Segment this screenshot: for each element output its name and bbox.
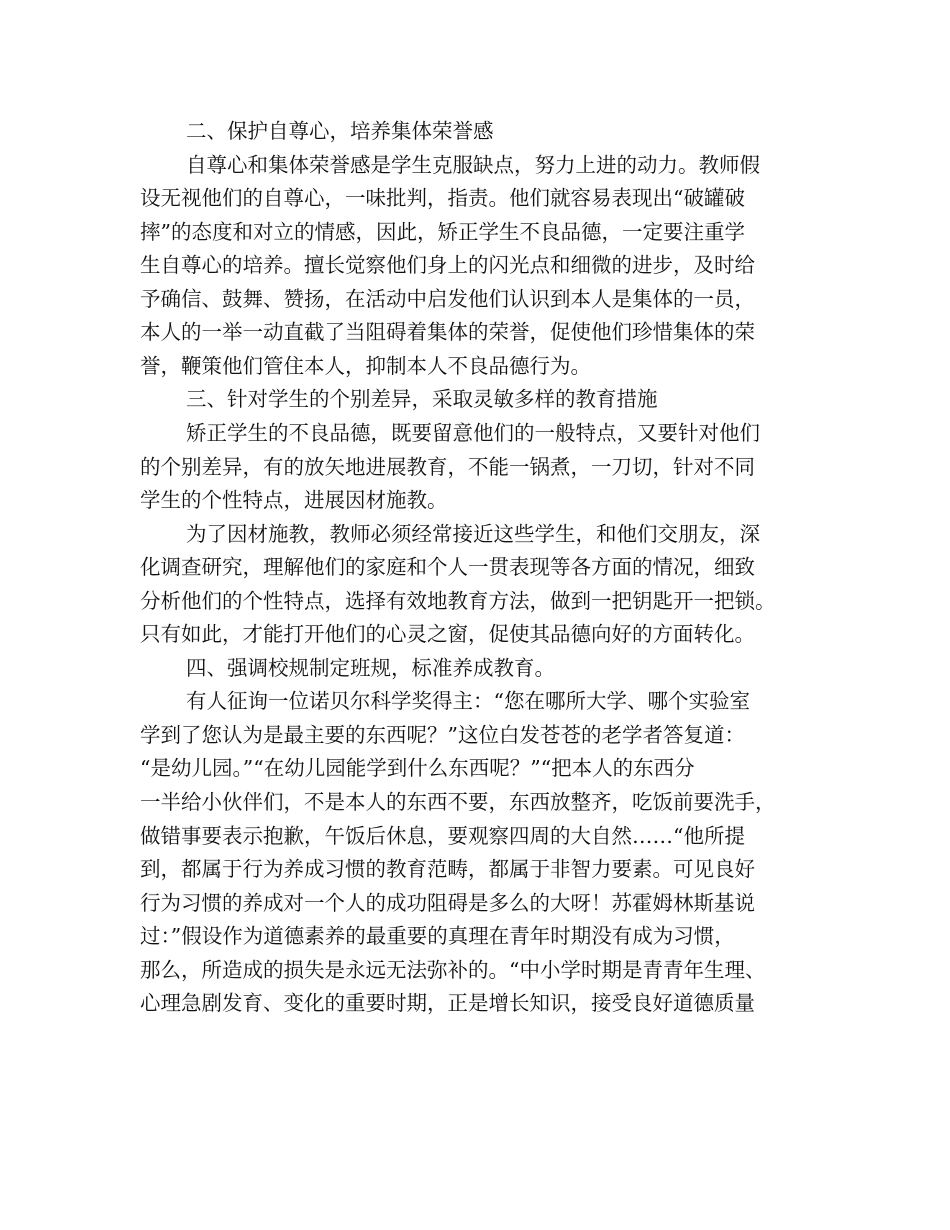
paragraph-line-first: 为了因材施教，教师必须经常接近这些学生，和他们交朋友，深 [186,521,760,546]
paragraph-line: 化调查研究，理解他们的家庭和个人一贯表现等各方面的情况，细致 [140,555,755,580]
paragraph-line-first: 四、强调校规制定班规，标准养成教育。 [186,655,555,680]
paragraph-line-first: 自尊心和集体荣誉感是学生克服缺点，努力上进的动力。教师假 [186,152,760,177]
paragraph-line: 的个别差异，有的放矢地进展教育，不能一锅煮，一刀切，针对不同 [140,454,755,479]
paragraph-line: 学到了您认为是最主要的东西呢？”这位白发苍苍的老学者答复道： [140,722,745,747]
paragraph-line: 做错事要表示抱歉，午饭后休息，要观察四周的大自然……“他所提 [140,823,745,848]
paragraph-line: “是幼儿园。”“在幼儿园能学到什么东西呢？”“把本人的东西分 [140,756,695,781]
paragraph-line-first: 矫正学生的不良品德，既要留意他们的一般特点，又要针对他们 [186,420,760,445]
paragraph-line: 只有如此，才能打开他们的心灵之窗，促使其品德向好的方面转化。 [140,622,755,647]
paragraph-line: 到，都属于行为养成习惯的教育范畴，都属于非智力要素。可见良好 [140,857,755,882]
paragraph-line: 生自尊心的培养。擅长觉察他们身上的闪光点和细微的进步，及时给 [140,253,755,278]
paragraph-line: 行为习惯的养成对一个人的成功阻碍是多么的大呀！苏霍姆林斯基说 [140,890,755,915]
paragraph-line: 摔”的态度和对立的情感，因此，矫正学生不良品德，一定要注重学 [140,219,745,244]
paragraph-line: 誉，鞭策他们管住本人，抑制本人不良品德行为。 [140,353,591,378]
paragraph-line: 设无视他们的自尊心，一味批判，指责。他们就容易表现出“破罐破 [140,186,745,211]
paragraph-line-first: 有人征询一位诺贝尔科学奖得主：“您在哪所大学、哪个实验室 [186,689,750,714]
paragraph-line: 一半给小伙伴们，不是本人的东西不要，东西放整齐，吃饭前要洗手， [140,790,776,814]
paragraph-line: 学生的个性特点，进展因材施教。 [140,488,448,513]
paragraph-line-first: 三、针对学生的个别差异，采取灵敏多样的教育措施 [186,387,658,412]
paragraph-line: 分析他们的个性特点，选择有效地教育方法，做到一把钥匙开一把锁。 [140,588,776,613]
paragraph-line-first: 二、保护自尊心，培养集体荣誉感 [186,119,494,143]
paragraph-line: 心理急剧发育、变化的重要时期，正是增长知识，接受良好道德质量 [140,991,755,1016]
paragraph-line: 过：”假设作为道德素养的最重要的真理在青年时期没有成为习惯， [140,924,735,949]
paragraph-line: 本人的一举一动直截了当阻碍着集体的荣誉，促使他们珍惜集体的荣 [140,320,755,345]
paragraph-line: 那么，所造成的损失是永远无法弥补的。“中小学时期是青青年生理、 [140,957,766,982]
paragraph-line: 予确信、鼓舞、赞扬，在活动中启发他们认识到本人是集体的一员， [140,286,755,311]
